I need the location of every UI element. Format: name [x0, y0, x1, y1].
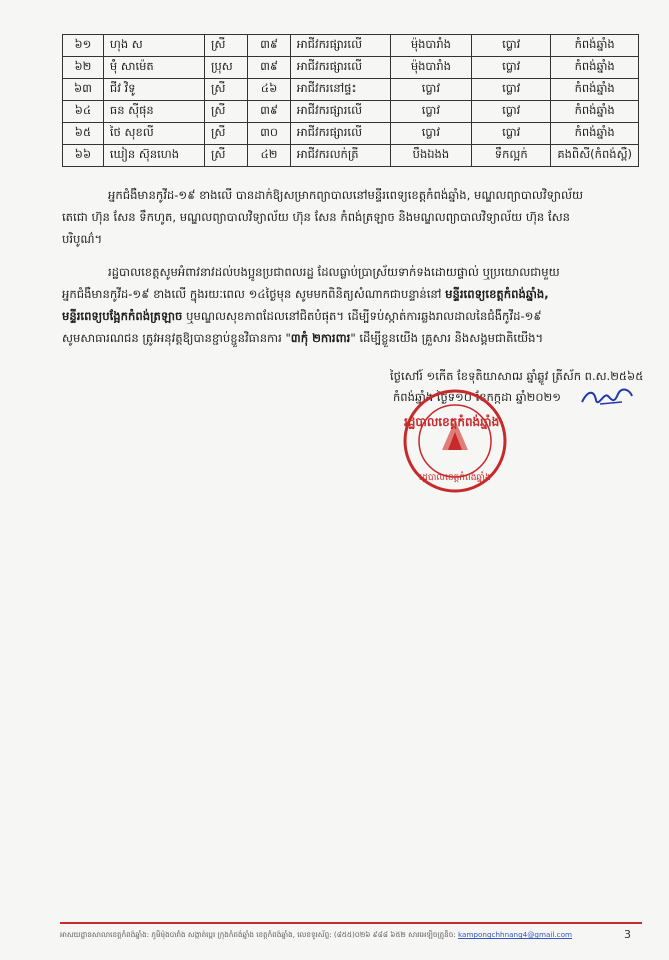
cell-age: ៣៩ — [248, 101, 290, 123]
cell-sex: ស្រី — [205, 145, 248, 167]
cell-location: ប្លោវ — [390, 123, 471, 145]
cell-occupation: អាជីវករលក់ត្រី — [290, 145, 390, 167]
cell-age: ៣៩ — [248, 57, 290, 79]
cell-village: ប្លោវ — [472, 35, 551, 57]
paragraph-line — [62, 283, 642, 305]
cell-age: ៣០ — [248, 123, 290, 145]
cell-province: កំពង់ឆ្នាំង — [551, 101, 639, 123]
cell-occupation: អាជីវករផ្សារលើ — [290, 35, 390, 57]
cell-no: ៦៤ — [63, 101, 104, 123]
cases-table-body — [63, 35, 639, 167]
table-row — [63, 79, 639, 101]
table-row — [63, 101, 639, 123]
cell-name: ធន ស៊ីផុន — [103, 101, 204, 123]
cell-location: បឹងឯងង — [390, 145, 471, 167]
cell-village: ទឹកល្អក់ — [472, 145, 551, 167]
seal-ring-text: រដ្ឋបាលខេត្តកំពង់ឆ្នាំង — [419, 473, 491, 483]
cell-location: ម៉ុងបារាំង — [390, 35, 471, 57]
cell-location: ម៉ុងបារាំង — [390, 57, 471, 79]
cell-no: ៦៣ — [63, 79, 104, 101]
cell-occupation: អាជីវករផ្សារលើ — [290, 123, 390, 145]
paragraph-line: បរិបូណ៌។ — [62, 232, 103, 246]
cell-province: កំពង់ឆ្នាំង — [551, 35, 639, 57]
cell-occupation: អាជីវករនៅផ្ទះ — [290, 79, 390, 101]
table-row — [63, 145, 639, 167]
official-seal-icon — [402, 388, 508, 494]
footer-address-text: អាសយដ្ឋានសាលាខេត្តកំពង់ឆ្នាំង: ភូមិម៉ុងបារាំង សង្កាត់ប្អេរ ក្រុងកំពង់ឆ្នាំង ខេត្តកំពង់ឆ្នាំង, លេខទូរស័ព្ទ: (៨៥៥)០២៦ ៩៨៨ ៦៥២ សារអេឡិចត្រូនិច: — [60, 930, 456, 939]
paragraph-text: សូមសាធារណជន ត្រូវអនុវត្តឱ្យបានខ្ជាប់ខ្ជួនវិធានការ " — [62, 331, 291, 345]
cell-province: កំពង់ឆ្នាំង — [551, 123, 639, 145]
cell-age: ៣៩ — [248, 35, 290, 57]
table-row — [63, 123, 639, 145]
footer-email-link[interactable]: kampongchhnang4@gmail.com — [458, 930, 573, 939]
cell-no: ៦២ — [63, 57, 104, 79]
cell-sex: ស្រី — [205, 101, 248, 123]
cell-sex: ប្រុស — [205, 57, 248, 79]
paragraph-line: តេជោ ហ៊ុន សែន ទឹកហូត, មណ្ឌលព្យាបាលវិទ្យាល័យ ហ៊ុន សែន កំពង់ត្រឡាច និងមណ្ឌលព្យាបាលវិទ្យាល័យ ហ៊ុន សែន — [62, 210, 571, 224]
measures-slogan: ៣កុំ ២ការពារ — [290, 331, 351, 345]
paragraph-text: ឬមណ្ឌលសុខភាពដែលនៅជិតបំផុត។ ដើម្បីទប់ស្កាត់ការឆ្លងរាលដាលនៃជំងឺកូវីដ-១៩ — [182, 309, 542, 323]
cell-village: ប្លោវ — [472, 79, 551, 101]
cell-no: ៦៦ — [63, 145, 104, 167]
cell-name: ហុង ស — [103, 35, 204, 57]
seal-title: រដ្ឋបាលខេត្តកំពង់ឆ្នាំង — [404, 415, 500, 429]
hospital-name: មន្ទីរពេទ្យខេត្តកំពង់ឆ្នាំង, — [445, 287, 549, 301]
cell-village: ប្លោវ — [472, 123, 551, 145]
page-number: 3 — [624, 928, 631, 941]
cell-sex: ស្រី — [205, 35, 248, 57]
cell-village: ប្លោវ — [472, 57, 551, 79]
cell-province: គងពិសី(កំពង់ស្ពឺ) — [551, 145, 639, 167]
cell-occupation: អាជីវករផ្សារលើ — [290, 101, 390, 123]
cell-no: ៦៥ — [63, 123, 104, 145]
cell-age: ៤២ — [248, 145, 290, 167]
cell-age: ៤៦ — [248, 79, 290, 101]
cell-location: ប្លោវ — [390, 101, 471, 123]
cell-sex: ស្រី — [205, 79, 248, 101]
cell-province: កំពង់ឆ្នាំង — [551, 57, 639, 79]
paragraph-line — [62, 305, 642, 327]
paragraph-line: រដ្ឋបាលខេត្តសូមអំពាវនាវដល់បងប្អូនប្រជាពលរដ្ឋ ដែលធ្លាប់ប្រាស្រ័យទាក់ទងដោយផ្ទាល់ ឬប្រយោលជាមួយ — [108, 265, 560, 279]
cell-location: ប្លោវ — [390, 79, 471, 101]
cell-province: កំពង់ឆ្នាំង — [551, 79, 639, 101]
paragraph-text: អ្នកជំងឺមានកូវីដ-១៩ ខាងលើ ក្នុងរយៈពេល ១៤ថ្ងៃមុន សូមមកពិនិត្យសំណាកជាបន្ទាន់នៅ — [62, 287, 446, 301]
cell-village: ប្លោវ — [472, 101, 551, 123]
cell-no: ៦១ — [63, 35, 104, 57]
paragraph-text: " ដើម្បីខ្លួនយើង គ្រួសារ និងសង្គមជាតិយើង។ — [350, 331, 544, 345]
cell-name: ម៉ុំ សាម៉េត — [103, 57, 204, 79]
signature-icon — [578, 382, 636, 412]
footer-address — [60, 930, 620, 941]
table-row — [63, 35, 639, 57]
hospital-name: មន្ទីរពេទ្យបង្អែកកំពង់ត្រឡាច — [62, 309, 183, 323]
solar-date: កំពង់ឆ្នាំង ថ្ងៃទី១០ ខែកក្កដា ឆ្នាំ២០២១ — [393, 390, 561, 404]
treatment-paragraph — [62, 184, 642, 250]
footer-divider — [60, 922, 642, 924]
cell-occupation: អាជីវករផ្សារលើ — [290, 57, 390, 79]
cell-name: ជីវ វិទូ — [103, 79, 204, 101]
appeal-paragraph — [62, 261, 642, 349]
cases-table — [62, 34, 639, 167]
cell-name: ថៃ សុខលី — [103, 123, 204, 145]
table-row — [63, 57, 639, 79]
lunar-date: ថ្ងៃសៅរ៍ ១កើត ខែទុតិយាសាឍ ឆ្នាំឆ្លូវ ត្រីស័ក ព.ស.២៥៦៥ — [390, 369, 644, 383]
paragraph-line — [62, 327, 642, 349]
cell-name: ឃៀន ស៊ុនហេង — [103, 145, 204, 167]
cell-sex: ស្រី — [205, 123, 248, 145]
paragraph-line: អ្នកជំងឺមានកូវីដ-១៩ ខាងលើ បានដាក់ឱ្យសម្រាកព្យាបាលនៅមន្ទីរពេទ្យខេត្តកំពង់ឆ្នាំង, មណ្ឌលព្យាបាលវិទ្យាល័យ — [108, 188, 584, 202]
